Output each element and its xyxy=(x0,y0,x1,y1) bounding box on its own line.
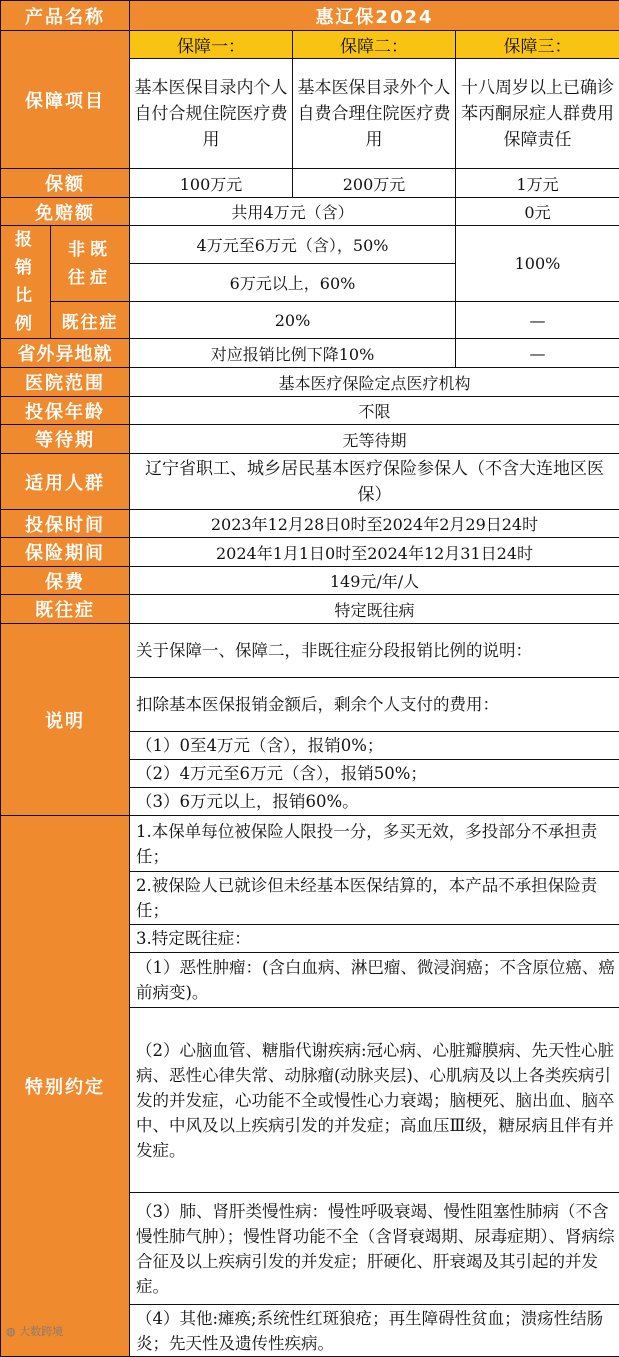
sum-insured-3: 1万元 xyxy=(456,169,619,198)
notes-label: 说明 xyxy=(1,624,130,816)
watermark-logo xyxy=(6,1323,63,1339)
reimbursement-tier-2: 6万元以上，60% xyxy=(130,264,456,302)
reimbursement-tier-1: 4万元至6万元（含），50% xyxy=(130,226,456,264)
non-preexisting-label: 非既往症 xyxy=(51,226,130,302)
logo-icon: ◍ xyxy=(6,1325,16,1338)
age: 不限 xyxy=(130,397,619,425)
preexisting-label: 既往症 xyxy=(51,302,130,339)
enroll-time: 2023年12月28日0时至2024年2月29日24时 xyxy=(130,510,619,538)
product-name: 惠辽保2024 xyxy=(130,1,619,31)
note-item: （1）0至4万元（含），报销0%； xyxy=(130,732,619,760)
insurance-period: 2024年1月1日0时至2024年12月31日24时 xyxy=(130,538,619,567)
reimbursement-3: 100% xyxy=(456,226,619,302)
preexisting-ratio: 20% xyxy=(130,302,456,339)
coverage-2-header: 保障二： xyxy=(293,31,456,59)
coverage-2-desc: 基本医保目录外个人自费合理住院医疗费用 xyxy=(293,59,456,169)
hospital-scope: 基本医疗保险定点医疗机构 xyxy=(130,368,619,397)
watermark-text: 大数跨境 xyxy=(19,1325,63,1338)
out-of-province: 对应报销比例下降10% xyxy=(130,339,456,368)
coverage-label: 保障项目 xyxy=(1,31,130,169)
special-term-item: （2）心脑血管、糖脂代谢疾病:冠心病、心脏瓣膜病、先天性心脏病、恶性心律失常、动脉瘤(动脉夹层)、心肌病及以上各类疾病引发的并发症，心功能不全或慢性心力衰竭；脑梗死、脑出血、脑卒中、中风及以上疾病引发的并发症；高血压Ⅲ级，糖尿病且伴有并发症。 xyxy=(130,1008,619,1193)
preexisting-condition-label: 既往症 xyxy=(1,595,130,624)
deductible-shared: 共用4万元（含） xyxy=(130,198,456,226)
coverage-1-header: 保障一： xyxy=(130,31,293,59)
out-of-province-3: — xyxy=(456,339,619,368)
special-term-item: （4）其他:瘫痪;系统性红斑狼疮；再生障碍性贫血；溃疡性结肠炎；先天性及遗传性疾病。 xyxy=(130,1305,619,1357)
reimbursement-label: 报销比例 xyxy=(1,226,51,339)
waiting-label: 等待期 xyxy=(1,425,130,454)
premium: 149元/年/人 xyxy=(130,567,619,595)
note-item: （2）4万元至6万元（含），报销50%； xyxy=(130,760,619,788)
out-of-province-label: 省外异地就 xyxy=(1,339,130,368)
special-terms-label: 特别约定 xyxy=(1,816,130,1357)
coverage-1-desc: 基本医保目录内个人自付合规住院医疗费用 xyxy=(130,59,293,169)
special-term-item: （3）肺、肾肝类慢性病：慢性呼吸衰竭、慢性阻塞性肺病（不含慢性肺气肿）；慢性肾功能不全（含肾衰竭期、尿毒症期）、肾病综合征及以上疾病引发的并发症；肝硬化、肝衰竭及其引起的并发症。 xyxy=(130,1193,619,1305)
eligible-population: 辽宁省职工、城乡居民基本医疗保险参保人（不含大连地区医保） xyxy=(130,454,619,510)
note-item: （3）6万元以上，报销60%。 xyxy=(130,788,619,816)
special-term-item: 1.本保单每位被保险人限投一分，多买无效，多投部分不承担责任； xyxy=(130,816,619,872)
sum-insured-2: 200万元 xyxy=(293,169,456,198)
coverage-3-desc: 十八周岁以上已确诊苯丙酮尿症人群费用保障责任 xyxy=(456,59,619,169)
note-item: 关于保障一、保障二，非既往症分段报销比例的说明： xyxy=(130,624,619,678)
preexisting-condition: 特定既往病 xyxy=(130,595,619,624)
deductible-label: 免赔额 xyxy=(1,198,130,226)
age-label: 投保年龄 xyxy=(1,397,130,425)
waiting-period: 无等待期 xyxy=(130,425,619,454)
special-term-item: 2.被保险人已就诊但未经基本医保结算的，本产品不承担保险责任； xyxy=(130,872,619,925)
special-term-item: （1）恶性肿瘤：(含白血病、淋巴瘤、微浸润癌；不含原位癌、癌前病变)。 xyxy=(130,953,619,1008)
product-name-label: 产品名称 xyxy=(1,1,130,31)
hospital-label: 医院范围 xyxy=(1,368,130,397)
note-item: 扣除基本医保报销金额后，剩余个人支付的费用： xyxy=(130,678,619,732)
sum-insured-label: 保额 xyxy=(1,169,130,198)
coverage-3-header: 保障三： xyxy=(456,31,619,59)
sum-insured-1: 100万元 xyxy=(130,169,293,198)
period-label: 保险期间 xyxy=(1,538,130,567)
preexisting-3: — xyxy=(456,302,619,339)
premium-label: 保费 xyxy=(1,567,130,595)
deductible-3: 0元 xyxy=(456,198,619,226)
eligible-label: 适用人群 xyxy=(1,454,130,510)
special-term-item: 3.特定既往症： xyxy=(130,925,619,953)
enroll-time-label: 投保时间 xyxy=(1,510,130,538)
